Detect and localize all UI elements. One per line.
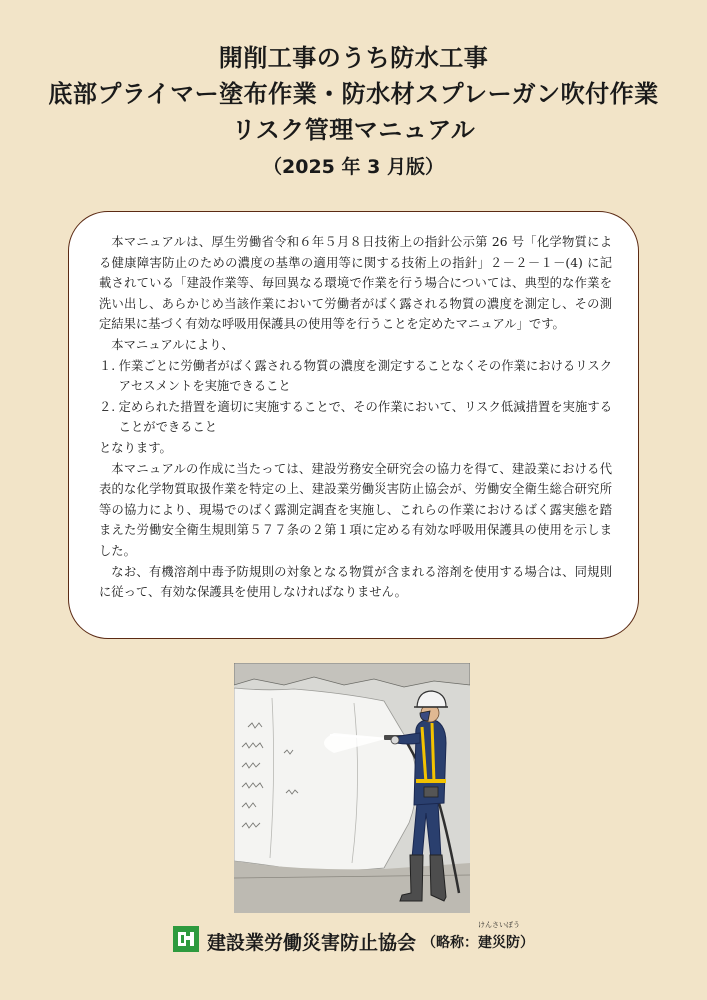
list-item-number: １. xyxy=(99,358,116,373)
title-line-3: リスク管理マニュアル xyxy=(231,116,476,144)
list-item-text: 定められた措置を適切に実施することで、その作業において、リスク低減措置を実施することができること xyxy=(118,399,612,435)
conclusion-paragraph: となります。 xyxy=(99,440,172,455)
list-item-number: ２. xyxy=(99,399,116,414)
cover-title xyxy=(0,40,707,182)
abbreviation-ruby: けんさいぼう xyxy=(478,921,520,929)
lead-paragraph: 本マニュアルにより、 xyxy=(111,337,234,352)
intro-text-box xyxy=(68,211,639,639)
abbreviation-prefix: （略称： xyxy=(422,935,478,951)
abbreviation-suffix: ） xyxy=(520,935,534,951)
intro-paragraph: 本マニュアルは、厚生労働省令和６年５月８日技術上の指針公示第 26 号「化学物質による健康障害防止のための濃度の基準の適用等に関する技術上の指針」２－２－１－(4) に記載されている「建設作業等、毎回異なる環境で作業を行う場合については、典型的な作業を洗い出し、あらかじめ当該作業において労働者がばく露される物質の濃度を測定し、その測定結果に基づく有効な呼吸用保護具の使用等を行うことを定めたマニュアル」です。 xyxy=(99,235,612,332)
creation-paragraph: 本マニュアルの作成に当たっては、建設労務安全研究会の協力を得て、建設業における代表的な化学物質取扱作業を特定の上、建設業労働災害防止協会が、労働安全衛生総合研究所等の協力により、現場でのばく露測定調査を実施し、これらの作業におけるばく露実態を踏まえた労働安全衛生規則第５７７条の２第１項に定める有効な呼吸用保護具の使用を示しました。 xyxy=(99,461,612,558)
title-line-1: 開削工事のうち防水工事 xyxy=(218,44,489,72)
list-item xyxy=(99,397,612,438)
abbreviation-text: 建災防 xyxy=(478,935,520,951)
list-item xyxy=(99,356,612,397)
worker-spraying-illustration xyxy=(234,663,470,913)
kensaibo-logo-icon xyxy=(173,926,199,952)
title-line-2: 底部プライマー塗布作業・防水材スプレーガン吹付作業 xyxy=(48,80,659,108)
edition-label: （2025 年 3 月版） xyxy=(263,156,444,178)
organization-abbreviation xyxy=(422,921,534,956)
organization-name: 建設業労働災害防止協会 xyxy=(206,932,416,954)
publisher-footer xyxy=(0,921,707,956)
abbreviation-name xyxy=(478,921,520,956)
list-item-text: 作業ごとに労働者がばく露される物質の濃度を測定することなくその作業におけるリスクアセスメントを実施できること xyxy=(118,358,612,394)
note-paragraph: なお、有機溶剤中毒予防規則の対象となる物質が含まれる溶剤を使用する場合は、同規則に従って、有効な保護具を使用しなければなりません。 xyxy=(99,564,612,600)
